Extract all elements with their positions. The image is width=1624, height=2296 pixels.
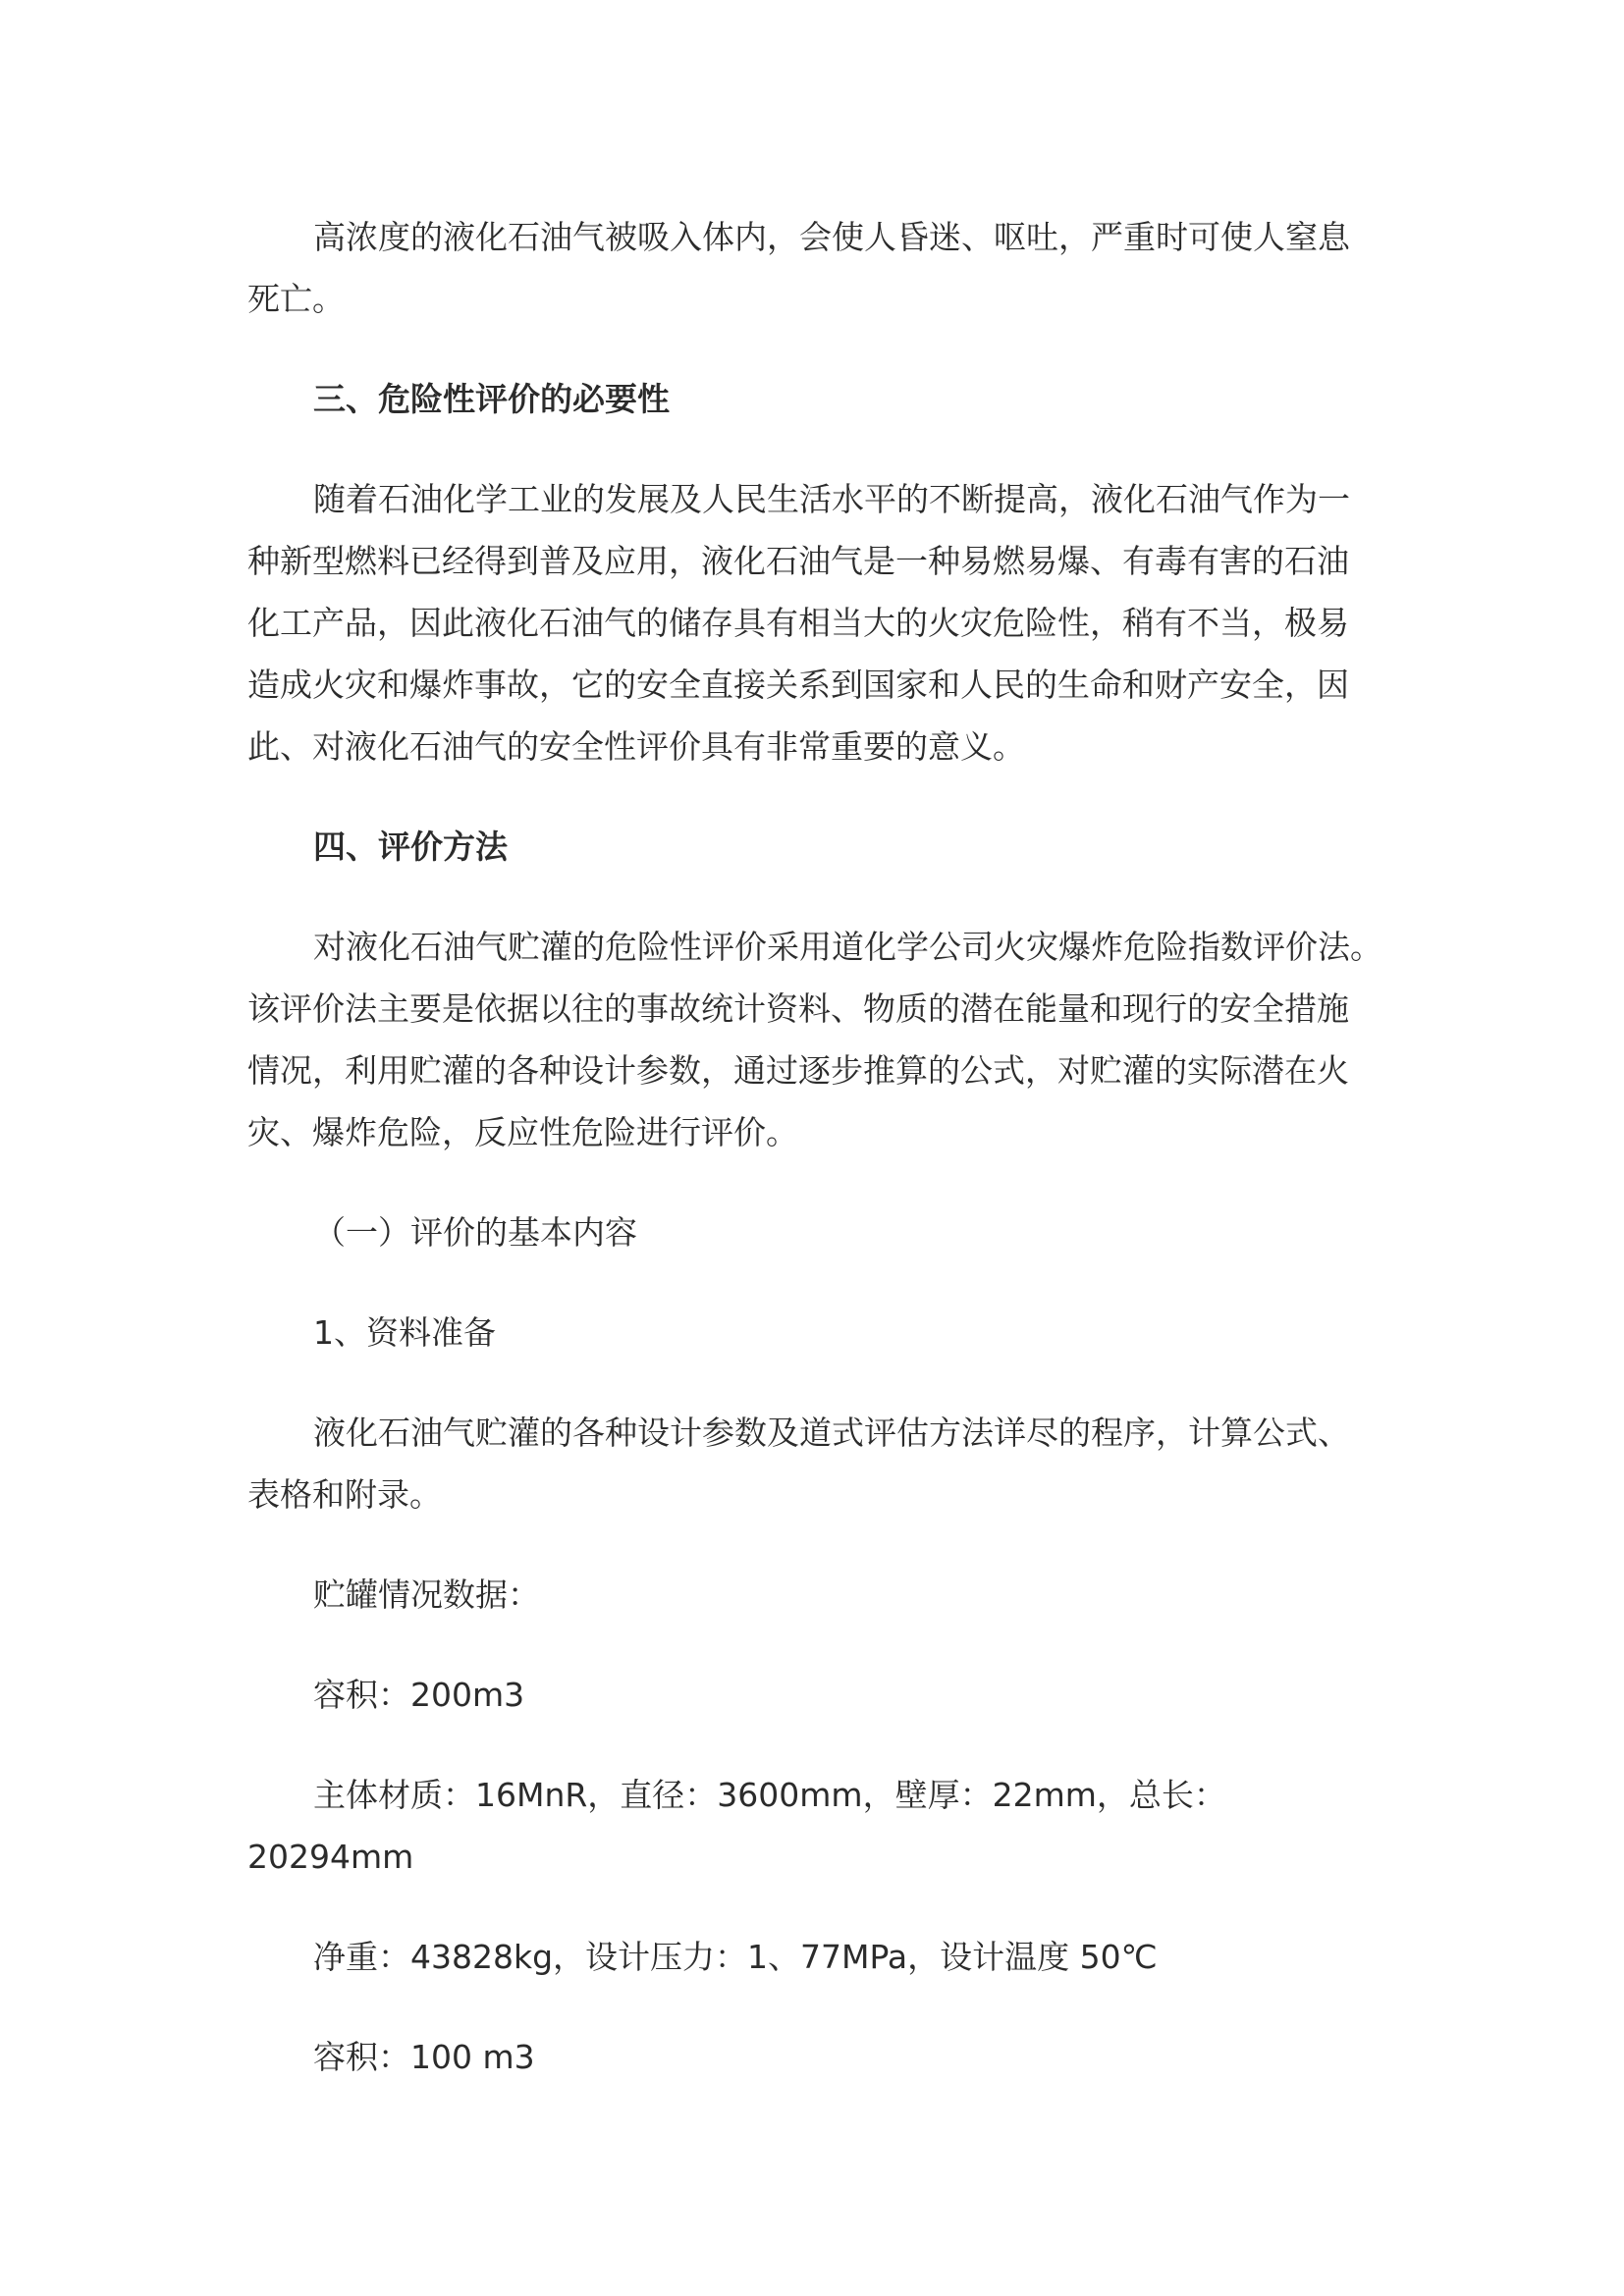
text-line: 种新型燃料已经得到普及应用，液化石油气是一种易燃易爆、有毒有害的石油 <box>247 542 1349 580</box>
text-line: 此、对液化石油气的安全性评价具有非常重要的意义。 <box>247 727 1025 766</box>
text-line: （一）评价的基本内容 <box>313 1213 637 1252</box>
paragraph <box>247 1402 1377 1525</box>
text-line: 容积：100 m3 <box>313 2038 535 2076</box>
text-line: 死亡。 <box>247 280 345 318</box>
paragraph <box>247 916 1382 1163</box>
text-line: 随着石油化学工业的发展及人民生活水平的不断提高，液化石油气作为一 <box>313 480 1350 518</box>
text-line: 净重：43828kg，设计压力：1、77MPa，设计温度 50℃ <box>313 1938 1158 1976</box>
paragraph <box>247 1201 1377 1263</box>
text-line: 高浓度的液化石油气被吸入体内，会使人昏迷、呕吐，严重时可使人窒息 <box>313 218 1350 256</box>
text-line: 造成火灾和爆炸事故，它的安全直接关系到国家和人民的生命和财产安全，因 <box>247 666 1349 704</box>
paragraph <box>247 1764 1377 1888</box>
paragraph <box>247 206 1377 330</box>
paragraph <box>247 2026 1377 2088</box>
text-line: 情况，利用贮灌的各种设计参数，通过逐步推算的公式，对贮灌的实际潜在火 <box>247 1051 1349 1090</box>
text-line: 容积：200m3 <box>313 1676 525 1714</box>
section-heading <box>247 368 1377 430</box>
paragraph <box>247 468 1377 777</box>
section-heading <box>247 816 1377 878</box>
text-line: 20294mm <box>247 1838 414 1876</box>
document-page <box>247 206 1382 2126</box>
text-line: 液化石油气贮灌的各种设计参数及道式评估方法详尽的程序，计算公式、 <box>313 1414 1350 1452</box>
text-line: 对液化石油气贮灌的危险性评价采用道化学公司火灾爆炸危险指数评价法。 <box>313 928 1382 966</box>
text-line: 该评价法主要是依据以往的事故统计资料、物质的潜在能量和现行的安全措施 <box>247 989 1349 1028</box>
text-line: 1、资料准备 <box>313 1313 496 1352</box>
text-line: 四、评价方法 <box>313 828 508 866</box>
text-line: 化工产品，因此液化石油气的储存具有相当大的火灾危险性，稍有不当，极易 <box>247 604 1349 642</box>
paragraph <box>247 1564 1377 1626</box>
text-line: 灾、爆炸危险，反应性危险进行评价。 <box>247 1113 798 1151</box>
text-line: 贮罐情况数据： <box>313 1575 540 1614</box>
paragraph <box>247 1926 1377 1988</box>
paragraph <box>247 1664 1377 1726</box>
paragraph <box>247 1302 1377 1363</box>
text-line: 三、危险性评价的必要性 <box>313 380 670 418</box>
text-line: 表格和附录。 <box>247 1475 442 1514</box>
text-line: 主体材质：16MnR，直径：3600mm，壁厚：22mm，总长： <box>313 1776 1226 1814</box>
